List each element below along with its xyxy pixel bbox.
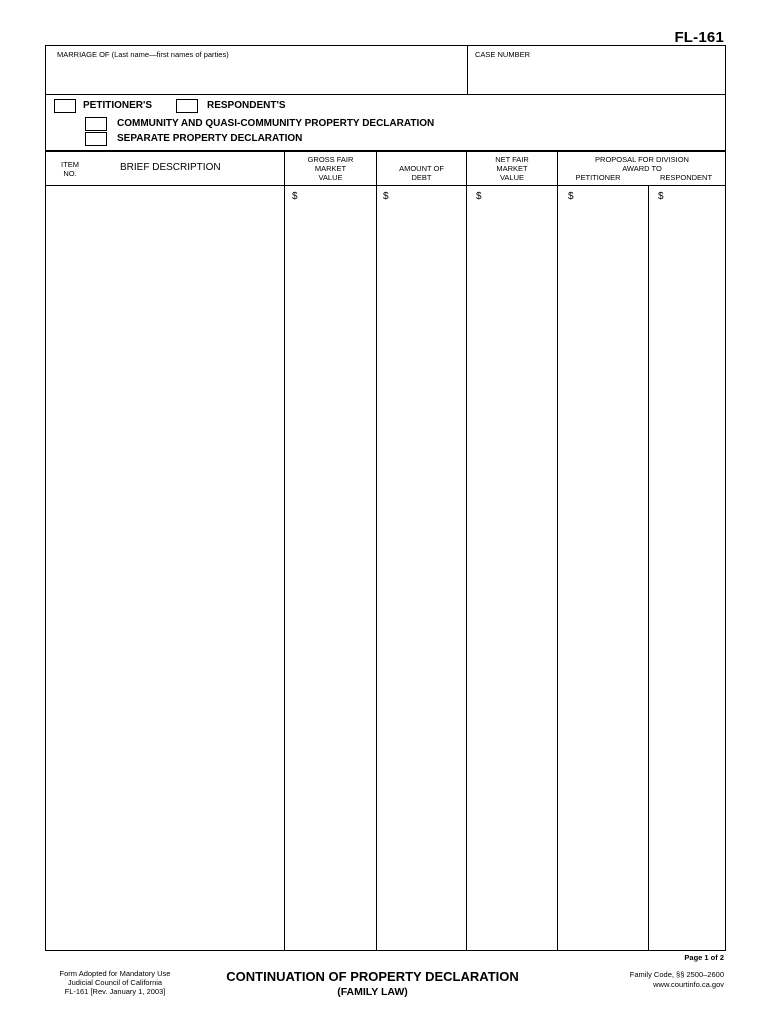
net-fair-header	[467, 155, 557, 182]
website-link[interactable]: www.courtinfo.ca.gov	[653, 980, 724, 989]
adoption-line: Form Adopted for Mandatory Use	[59, 969, 171, 978]
separate-checkbox[interactable]	[85, 132, 107, 146]
column-divider	[466, 151, 467, 951]
petitioners-label: PETITIONER'S	[83, 100, 153, 111]
net-fair-line: VALUE	[499, 173, 525, 182]
gross-fair-line: GROSS FAIR	[307, 155, 354, 164]
gross-fair-line: VALUE	[318, 173, 343, 182]
net-fair-line: NET FAIR	[495, 155, 529, 164]
description-entry-area[interactable]	[46, 186, 283, 950]
proposal-header	[558, 155, 726, 173]
gross-fair-header	[285, 155, 376, 182]
gross-value-dollar: $	[292, 191, 298, 202]
petitioner-award-entry-area[interactable]	[576, 186, 647, 950]
debt-entry-area[interactable]	[392, 186, 465, 950]
amount-debt-line: AMOUNT OF	[399, 164, 444, 173]
respondent-header: RESPONDENT	[659, 173, 713, 182]
adoption-line: Judicial Council of California	[67, 978, 163, 987]
net-fair-line: MARKET	[496, 164, 528, 173]
case-number-label: CASE NUMBER	[475, 50, 531, 59]
proposal-line: AWARD TO	[622, 164, 662, 173]
community-checkbox[interactable]	[85, 117, 107, 131]
page-number: Page 1 of 2	[684, 953, 724, 962]
marriage-label: MARRIAGE OF (Last name—first names of parties)	[57, 50, 229, 59]
gross-value-entry-area[interactable]	[300, 186, 375, 950]
brief-description-header: BRIEF DESCRIPTION	[120, 162, 221, 173]
amount-of-debt-header	[377, 164, 466, 182]
community-label: COMMUNITY AND QUASI-COMMUNITY PROPERTY DECLARATION	[117, 118, 435, 129]
proposal-line: PROPOSAL FOR DIVISION	[595, 155, 689, 164]
adoption-line: FL-161 [Rev. January 1, 2003]	[64, 987, 166, 996]
column-divider	[376, 151, 377, 951]
legal-reference	[630, 970, 724, 990]
form-subtitle: (FAMILY LAW)	[337, 986, 408, 998]
item-label: ITEM	[61, 160, 79, 169]
form-id: FL-161	[674, 29, 724, 46]
column-divider	[557, 151, 558, 951]
respondent-award-entry-area[interactable]	[666, 186, 725, 950]
gross-fair-line: MARKET	[314, 164, 347, 173]
item-no-header	[57, 160, 83, 178]
net-value-dollar: $	[476, 191, 482, 202]
column-divider	[648, 185, 649, 951]
no-label: NO.	[63, 169, 77, 178]
caption-divider	[467, 45, 468, 95]
net-value-entry-area[interactable]	[484, 186, 556, 950]
adoption-notice	[45, 969, 185, 996]
respondents-label: RESPONDENT'S	[207, 100, 286, 111]
amount-debt-line: DEBT	[411, 173, 432, 182]
respondent-dollar: $	[658, 191, 664, 202]
form-title: CONTINUATION OF PROPERTY DECLARATION	[226, 969, 519, 984]
debt-dollar: $	[383, 191, 389, 202]
respondents-checkbox[interactable]	[176, 99, 198, 113]
separate-label: SEPARATE PROPERTY DECLARATION	[117, 133, 303, 144]
petitioner-header: PETITIONER	[575, 173, 621, 182]
family-code-reference: Family Code, §§ 2500–2600	[629, 970, 724, 979]
marriage-field[interactable]	[50, 62, 460, 90]
case-number-field[interactable]	[472, 62, 720, 90]
petitioner-dollar: $	[568, 191, 574, 202]
petitioners-checkbox[interactable]	[54, 99, 76, 113]
column-divider	[284, 151, 285, 951]
